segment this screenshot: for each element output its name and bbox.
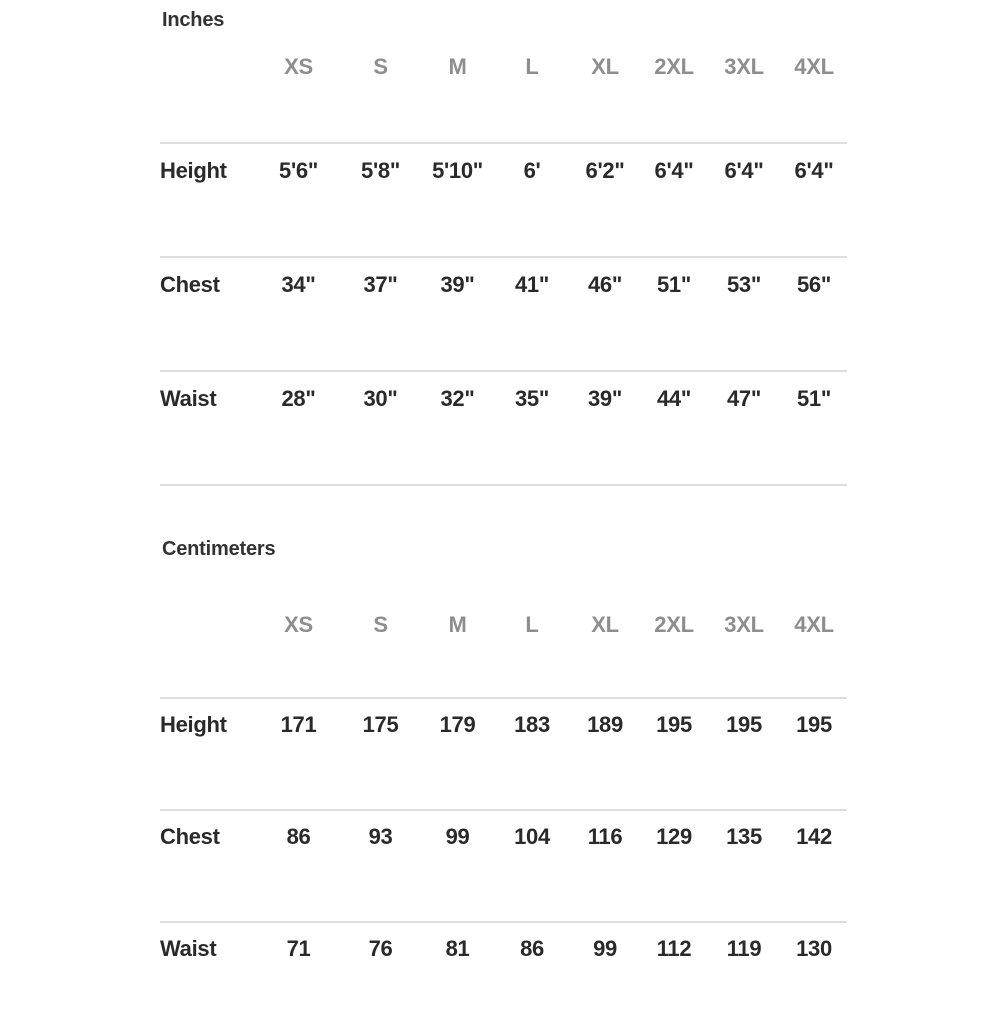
size-value-cell: 34" [281, 272, 316, 297]
size-value-cell: 142 [796, 824, 832, 849]
size-column-header: S [373, 612, 388, 637]
size-value-cell: 116 [587, 824, 623, 849]
size-header-row [160, 32, 847, 143]
size-column-header: 4XL [794, 612, 834, 637]
section-title: Centimeters [162, 538, 276, 560]
size-value-cell: 93 [368, 824, 393, 849]
size-value-cell: 32" [440, 386, 475, 411]
size-value-cell: 86 [286, 824, 311, 849]
size-value-cell: 5'8" [361, 158, 400, 183]
measurement-row [160, 810, 847, 922]
size-value-cell: 129 [656, 824, 692, 849]
size-value-cell: 39" [587, 386, 622, 411]
size-value-cell: 112 [656, 936, 692, 961]
size-value-cell: 56" [796, 272, 831, 297]
size-value-cell: 46" [587, 272, 622, 297]
size-value-cell: 175 [362, 712, 399, 737]
size-column-header: XL [591, 54, 619, 79]
size-value-cell: 39" [440, 272, 475, 297]
size-value-cell: 99 [445, 824, 470, 849]
size-value-cell: 6'2" [585, 158, 625, 183]
size-value-cell: 195 [726, 712, 762, 737]
size-value-cell: 41" [514, 272, 549, 297]
measurement-row [160, 371, 847, 485]
size-column-header: M [448, 54, 467, 79]
row-label: Height [160, 158, 227, 183]
size-column-header: 3XL [724, 54, 764, 79]
size-value-cell: 99 [593, 936, 617, 961]
size-table [160, 561, 847, 1033]
measurement-row [160, 922, 847, 1033]
size-value-cell: 86 [520, 936, 544, 961]
size-value-cell: 47" [726, 386, 761, 411]
corner-cell [160, 561, 256, 698]
size-value-cell: 81 [445, 936, 470, 961]
size-value-cell: 183 [514, 712, 550, 737]
size-value-cell: 51" [796, 386, 831, 411]
size-value-cell: 6'4" [724, 158, 764, 183]
size-value-cell: 51" [656, 272, 691, 297]
size-value-cell: 135 [726, 824, 762, 849]
size-column-header: L [525, 54, 539, 79]
measurement-row [160, 257, 847, 371]
row-label: Waist [160, 936, 217, 961]
size-column-header: 3XL [724, 612, 764, 637]
size-value-cell: 6'4" [794, 158, 834, 183]
centimeters-size-table-section [160, 537, 1000, 1033]
size-table [160, 32, 847, 486]
size-value-cell: 37" [363, 272, 398, 297]
size-column-header: XL [591, 612, 619, 637]
size-value-cell: 28" [281, 386, 316, 411]
size-value-cell: 171 [280, 712, 317, 737]
measurement-row [160, 698, 847, 810]
size-value-cell: 35" [514, 386, 549, 411]
size-value-cell: 5'10" [432, 158, 483, 183]
size-value-cell: 6' [523, 158, 541, 183]
size-value-cell: 76 [368, 936, 393, 961]
row-label: Chest [160, 824, 220, 849]
size-column-header: S [373, 54, 388, 79]
size-column-header: XS [284, 54, 313, 79]
size-value-cell: 6'4" [654, 158, 694, 183]
size-value-cell: 130 [796, 936, 832, 961]
size-value-cell: 119 [726, 936, 762, 961]
size-value-cell: 104 [514, 824, 550, 849]
size-column-header: M [448, 612, 467, 637]
size-value-cell: 44" [656, 386, 691, 411]
section-title: Inches [162, 9, 225, 31]
corner-cell [160, 32, 256, 143]
measurement-row [160, 143, 847, 257]
size-column-header: 2XL [654, 54, 694, 79]
size-value-cell: 5'6" [279, 158, 318, 183]
row-label: Chest [160, 272, 220, 297]
size-value-cell: 195 [656, 712, 692, 737]
size-column-header: 4XL [794, 54, 834, 79]
size-column-header: 2XL [654, 612, 694, 637]
row-label: Height [160, 712, 227, 737]
size-value-cell: 53" [726, 272, 761, 297]
inches-size-table-section [160, 8, 1000, 486]
size-value-cell: 179 [439, 712, 476, 737]
size-value-cell: 30" [363, 386, 398, 411]
row-label: Waist [160, 386, 217, 411]
size-column-header: L [525, 612, 539, 637]
size-value-cell: 71 [286, 936, 311, 961]
size-header-row [160, 561, 847, 698]
size-value-cell: 189 [587, 712, 623, 737]
size-value-cell: 195 [796, 712, 832, 737]
size-column-header: XS [284, 612, 313, 637]
